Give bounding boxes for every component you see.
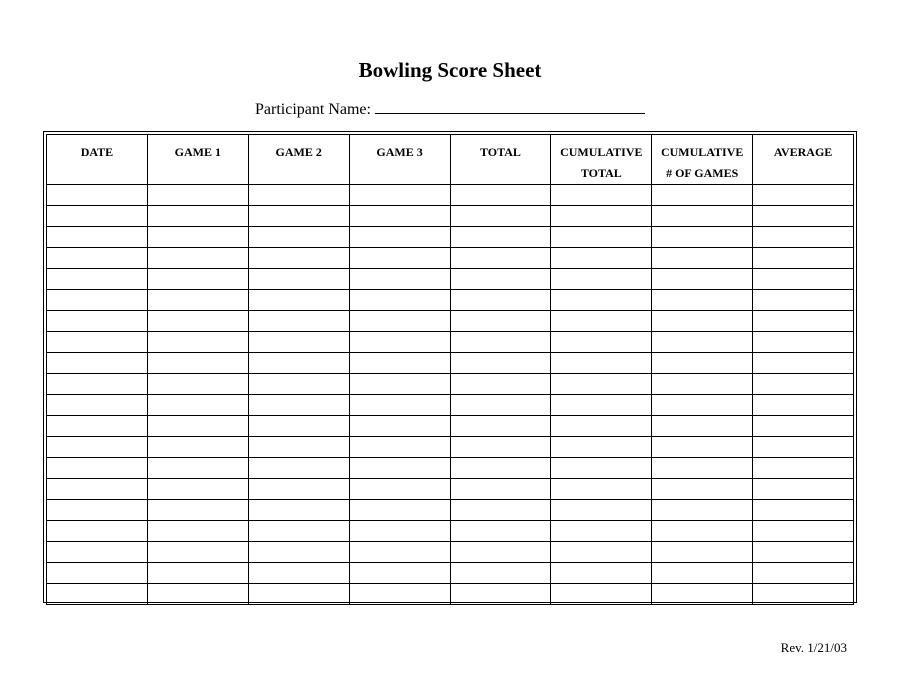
column-header-date: DATE: [47, 135, 148, 185]
score-cell-average[interactable]: [753, 584, 854, 605]
score-cell-total[interactable]: [450, 353, 551, 374]
score-cell-cumulative-total[interactable]: [551, 542, 652, 563]
score-cell-game-2[interactable]: [248, 206, 349, 227]
score-cell-date[interactable]: [47, 353, 148, 374]
score-cell-date[interactable]: [47, 290, 148, 311]
table-row: [47, 584, 854, 605]
score-cell-game-2[interactable]: [248, 311, 349, 332]
score-cell-cumulative-games[interactable]: [652, 458, 753, 479]
score-cell-date[interactable]: [47, 269, 148, 290]
score-cell-game-1[interactable]: [147, 374, 248, 395]
score-cell-game-2[interactable]: [248, 563, 349, 584]
score-cell-game-1[interactable]: [147, 269, 248, 290]
score-cell-game-1[interactable]: [147, 458, 248, 479]
score-cell-total[interactable]: [450, 458, 551, 479]
score-cell-average[interactable]: [753, 269, 854, 290]
score-cell-average[interactable]: [753, 311, 854, 332]
score-cell-cumulative-total[interactable]: [551, 416, 652, 437]
score-cell-date[interactable]: [47, 311, 148, 332]
score-cell-total[interactable]: [450, 563, 551, 584]
score-cell-date[interactable]: [47, 563, 148, 584]
score-cell-cumulative-games[interactable]: [652, 500, 753, 521]
score-cell-cumulative-games[interactable]: [652, 584, 753, 605]
column-header-game-1: GAME 1: [147, 135, 248, 185]
score-cell-game-2[interactable]: [248, 542, 349, 563]
table-row: [47, 521, 854, 542]
score-cell-average[interactable]: [753, 248, 854, 269]
score-cell-game-3[interactable]: [349, 290, 450, 311]
column-header-game-3: GAME 3: [349, 135, 450, 185]
score-cell-game-2[interactable]: [248, 479, 349, 500]
score-cell-cumulative-total[interactable]: [551, 521, 652, 542]
score-cell-game-1[interactable]: [147, 311, 248, 332]
score-cell-date[interactable]: [47, 248, 148, 269]
score-cell-cumulative-games[interactable]: [652, 437, 753, 458]
column-header-game-2: GAME 2: [248, 135, 349, 185]
table-row: [47, 416, 854, 437]
score-cell-game-3[interactable]: [349, 185, 450, 206]
score-cell-average[interactable]: [753, 542, 854, 563]
score-cell-cumulative-total[interactable]: [551, 185, 652, 206]
score-cell-average[interactable]: [753, 416, 854, 437]
score-cell-game-2[interactable]: [248, 332, 349, 353]
score-cell-game-3[interactable]: [349, 311, 450, 332]
score-table-frame: [43, 131, 857, 603]
table-row: [47, 458, 854, 479]
score-cell-game-3[interactable]: [349, 374, 450, 395]
score-cell-cumulative-games[interactable]: [652, 290, 753, 311]
score-cell-date[interactable]: [47, 521, 148, 542]
score-cell-cumulative-games[interactable]: [652, 416, 753, 437]
table-row: [47, 479, 854, 500]
score-cell-cumulative-total[interactable]: [551, 479, 652, 500]
score-cell-average[interactable]: [753, 500, 854, 521]
score-cell-total[interactable]: [450, 542, 551, 563]
score-cell-average[interactable]: [753, 206, 854, 227]
sheet-title: Bowling Score Sheet: [358, 58, 542, 82]
score-cell-cumulative-total[interactable]: [551, 227, 652, 248]
score-cell-average[interactable]: [753, 458, 854, 479]
score-cell-total[interactable]: [450, 290, 551, 311]
score-cell-average[interactable]: [753, 437, 854, 458]
table-row: [47, 227, 854, 248]
score-cell-total[interactable]: [450, 584, 551, 605]
score-cell-total[interactable]: [450, 416, 551, 437]
score-cell-date[interactable]: [47, 374, 148, 395]
score-cell-cumulative-total[interactable]: [551, 353, 652, 374]
score-cell-average[interactable]: [753, 374, 854, 395]
score-cell-total[interactable]: [450, 500, 551, 521]
score-cell-game-2[interactable]: [248, 248, 349, 269]
table-row: [47, 437, 854, 458]
score-cell-game-2[interactable]: [248, 269, 349, 290]
score-cell-game-2[interactable]: [248, 521, 349, 542]
score-cell-total[interactable]: [450, 374, 551, 395]
score-cell-game-1[interactable]: [147, 227, 248, 248]
score-cell-date[interactable]: [47, 227, 148, 248]
table-row: [47, 290, 854, 311]
score-cell-total[interactable]: [450, 227, 551, 248]
score-cell-game-2[interactable]: [248, 227, 349, 248]
score-cell-total[interactable]: [450, 185, 551, 206]
score-cell-game-1[interactable]: [147, 584, 248, 605]
score-table-header-row: [47, 135, 854, 185]
score-cell-cumulative-games[interactable]: [652, 206, 753, 227]
participant-name-blank-line[interactable]: [375, 99, 645, 114]
column-header-cumulative-games: CUMULATIVE # OF GAMES: [652, 135, 753, 185]
score-cell-date[interactable]: [47, 542, 148, 563]
score-table-body: [47, 185, 854, 605]
score-cell-date[interactable]: [47, 458, 148, 479]
table-row: [47, 542, 854, 563]
score-cell-average[interactable]: [753, 521, 854, 542]
score-cell-game-3[interactable]: [349, 437, 450, 458]
score-cell-date[interactable]: [47, 584, 148, 605]
column-header-cumulative-total: CUMULATIVE TOTAL: [551, 135, 652, 185]
score-cell-game-3[interactable]: [349, 584, 450, 605]
column-header-total: TOTAL: [450, 135, 551, 185]
score-cell-cumulative-total[interactable]: [551, 500, 652, 521]
score-cell-total[interactable]: [450, 311, 551, 332]
score-cell-game-1[interactable]: [147, 563, 248, 584]
score-cell-game-2[interactable]: [248, 458, 349, 479]
score-cell-total[interactable]: [450, 437, 551, 458]
table-row: [47, 353, 854, 374]
score-cell-game-1[interactable]: [147, 395, 248, 416]
table-row: [47, 395, 854, 416]
score-cell-game-1[interactable]: [147, 206, 248, 227]
score-cell-average[interactable]: [753, 332, 854, 353]
score-cell-cumulative-total[interactable]: [551, 395, 652, 416]
score-cell-game-3[interactable]: [349, 269, 450, 290]
score-cell-average[interactable]: [753, 227, 854, 248]
table-row: [47, 500, 854, 521]
score-cell-game-3[interactable]: [349, 542, 450, 563]
score-cell-cumulative-total[interactable]: [551, 458, 652, 479]
score-cell-game-2[interactable]: [248, 416, 349, 437]
score-cell-game-1[interactable]: [147, 185, 248, 206]
score-cell-cumulative-games[interactable]: [652, 353, 753, 374]
score-cell-date[interactable]: [47, 332, 148, 353]
score-cell-game-3[interactable]: [349, 227, 450, 248]
score-cell-game-3[interactable]: [349, 395, 450, 416]
score-cell-average[interactable]: [753, 479, 854, 500]
score-cell-game-3[interactable]: [349, 248, 450, 269]
score-cell-average[interactable]: [753, 290, 854, 311]
participant-name-field: [255, 99, 645, 119]
score-cell-cumulative-total[interactable]: [551, 563, 652, 584]
score-cell-game-3[interactable]: [349, 332, 450, 353]
score-cell-cumulative-games[interactable]: [652, 563, 753, 584]
score-cell-game-2[interactable]: [248, 353, 349, 374]
score-cell-game-3[interactable]: [349, 479, 450, 500]
score-table: [46, 134, 854, 605]
table-row: [47, 374, 854, 395]
score-cell-game-2[interactable]: [248, 395, 349, 416]
score-cell-cumulative-total[interactable]: [551, 311, 652, 332]
score-cell-date[interactable]: [47, 479, 148, 500]
table-row: [47, 563, 854, 584]
score-cell-date[interactable]: [47, 416, 148, 437]
participant-name-label: Participant Name:: [255, 101, 371, 118]
score-cell-average[interactable]: [753, 395, 854, 416]
score-cell-cumulative-games[interactable]: [652, 185, 753, 206]
score-cell-total[interactable]: [450, 332, 551, 353]
score-cell-game-1[interactable]: [147, 353, 248, 374]
score-cell-game-1[interactable]: [147, 332, 248, 353]
score-cell-game-3[interactable]: [349, 563, 450, 584]
score-cell-game-3[interactable]: [349, 521, 450, 542]
score-cell-total[interactable]: [450, 269, 551, 290]
score-cell-game-1[interactable]: [147, 542, 248, 563]
score-cell-cumulative-total[interactable]: [551, 584, 652, 605]
score-cell-cumulative-total[interactable]: [551, 248, 652, 269]
score-cell-game-1[interactable]: [147, 290, 248, 311]
score-cell-game-1[interactable]: [147, 248, 248, 269]
score-cell-date[interactable]: [47, 185, 148, 206]
score-cell-cumulative-games[interactable]: [652, 332, 753, 353]
score-cell-cumulative-total[interactable]: [551, 374, 652, 395]
table-row: [47, 311, 854, 332]
score-cell-game-1[interactable]: [147, 521, 248, 542]
revision-note: Rev. 1/21/03: [780, 640, 847, 655]
table-row: [47, 185, 854, 206]
score-cell-total[interactable]: [450, 395, 551, 416]
score-cell-cumulative-games[interactable]: [652, 521, 753, 542]
score-cell-cumulative-total[interactable]: [551, 332, 652, 353]
score-cell-game-3[interactable]: [349, 500, 450, 521]
score-cell-game-1[interactable]: [147, 479, 248, 500]
score-cell-date[interactable]: [47, 500, 148, 521]
score-cell-game-2[interactable]: [248, 437, 349, 458]
score-cell-cumulative-total[interactable]: [551, 290, 652, 311]
table-row: [47, 269, 854, 290]
table-row: [47, 332, 854, 353]
score-cell-cumulative-games[interactable]: [652, 374, 753, 395]
score-cell-cumulative-games[interactable]: [652, 269, 753, 290]
score-cell-game-2[interactable]: [248, 500, 349, 521]
score-cell-total[interactable]: [450, 479, 551, 500]
score-cell-cumulative-games[interactable]: [652, 542, 753, 563]
score-cell-game-3[interactable]: [349, 206, 450, 227]
score-cell-cumulative-games[interactable]: [652, 248, 753, 269]
score-cell-game-2[interactable]: [248, 185, 349, 206]
table-row: [47, 248, 854, 269]
score-cell-average[interactable]: [753, 563, 854, 584]
table-row: [47, 206, 854, 227]
score-cell-cumulative-games[interactable]: [652, 311, 753, 332]
score-cell-game-3[interactable]: [349, 458, 450, 479]
score-cell-total[interactable]: [450, 206, 551, 227]
column-header-average: AVERAGE: [753, 135, 854, 185]
score-cell-average[interactable]: [753, 353, 854, 374]
score-cell-cumulative-total[interactable]: [551, 269, 652, 290]
score-cell-game-1[interactable]: [147, 500, 248, 521]
score-cell-cumulative-games[interactable]: [652, 227, 753, 248]
score-cell-total[interactable]: [450, 248, 551, 269]
score-cell-cumulative-total[interactable]: [551, 437, 652, 458]
score-cell-game-3[interactable]: [349, 416, 450, 437]
score-cell-game-1[interactable]: [147, 416, 248, 437]
score-cell-game-2[interactable]: [248, 374, 349, 395]
score-cell-cumulative-games[interactable]: [652, 395, 753, 416]
score-cell-cumulative-games[interactable]: [652, 479, 753, 500]
score-cell-date[interactable]: [47, 437, 148, 458]
score-cell-date[interactable]: [47, 206, 148, 227]
score-cell-game-2[interactable]: [248, 584, 349, 605]
score-cell-total[interactable]: [450, 521, 551, 542]
score-cell-game-3[interactable]: [349, 353, 450, 374]
score-cell-game-1[interactable]: [147, 437, 248, 458]
score-cell-cumulative-total[interactable]: [551, 206, 652, 227]
score-cell-average[interactable]: [753, 185, 854, 206]
score-cell-game-2[interactable]: [248, 290, 349, 311]
score-cell-date[interactable]: [47, 395, 148, 416]
